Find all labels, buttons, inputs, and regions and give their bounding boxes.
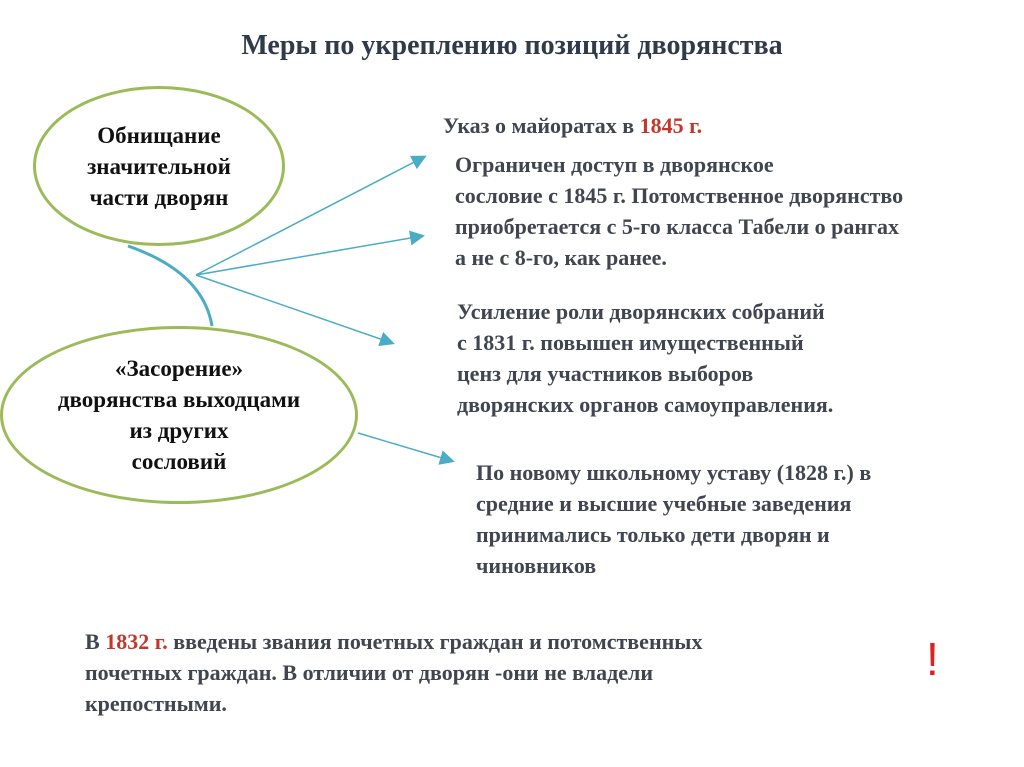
year-highlight: 1845 г. — [639, 113, 703, 138]
cause-dilution-ellipse — [0, 326, 358, 504]
cause-impoverishment-ellipse — [33, 86, 285, 246]
measure-assemblies: Усиление роли дворянских собраний с 1831 г. повышен имущественный ценз для участников выборов дворянских органов самоуправления. — [457, 299, 834, 417]
cause-line: Обнищание — [97, 122, 221, 148]
measure-restricted-access: Ограничен доступ в дворянское сословие с 1845 г. Потомственное дворянство приобретается с 5-го класса Табели о рангах а не с 8-го, как ранее. — [455, 152, 904, 270]
cause-line: сословий — [131, 449, 227, 474]
year-highlight: 1832 г. — [105, 629, 168, 654]
cause-line: «Засорение» — [114, 356, 244, 381]
measure-majorat-decree: Указ о майоратах в 1845 г. — [443, 113, 703, 138]
page-title: Меры по укреплению позиций дворянства — [241, 30, 783, 61]
arrow-to-access — [196, 236, 422, 275]
honorary-citizens-note: В 1832 г. введены звания почетных граждан и потомственных почетных граждан. В отличии от дворян -они не владели крепостными. — [85, 629, 703, 716]
cause-line: части дворян — [89, 184, 229, 210]
arrow-to-school — [358, 433, 452, 461]
cause-line: из других — [129, 418, 229, 443]
exclamation-mark: ! — [926, 633, 939, 685]
cause-line: дворянства выходцами — [57, 387, 301, 412]
junction-curve — [128, 246, 212, 326]
measure-school-charter: По новому школьному уставу (1828 г.) в средние и высшие учебные заведения принимались только дети дворян и чиновников — [476, 460, 872, 578]
cause-line: значительной — [87, 153, 231, 179]
